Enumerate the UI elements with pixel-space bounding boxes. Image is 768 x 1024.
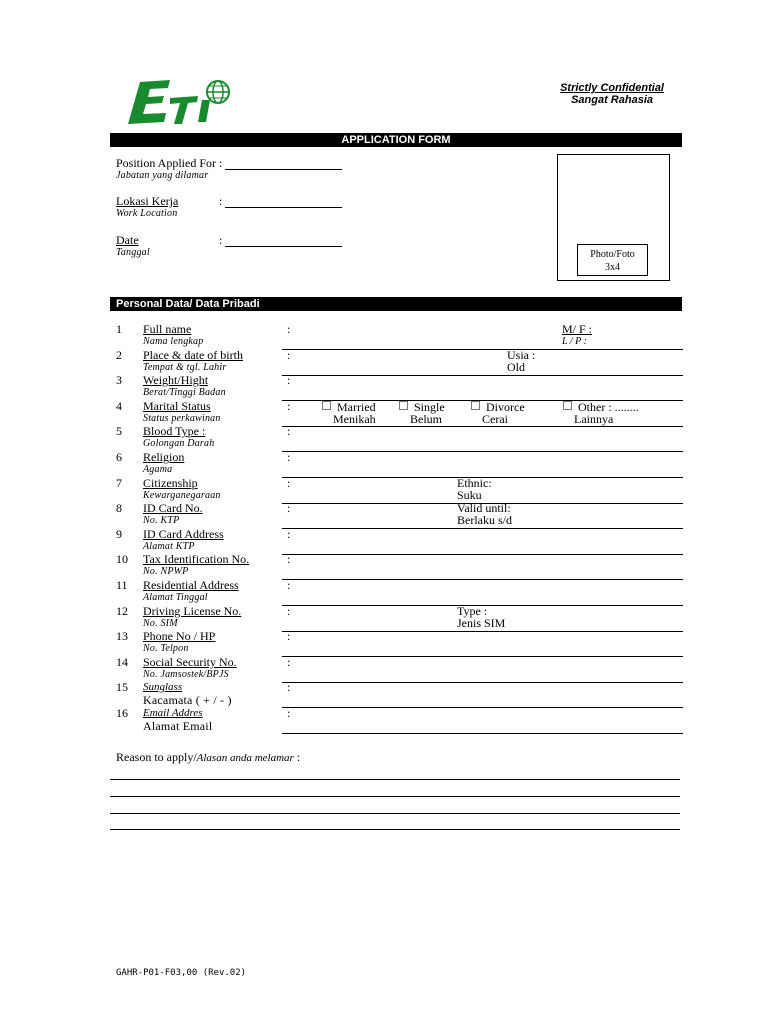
row-colon: :: [287, 322, 291, 336]
row-sublabel: Kewarganegaraan: [143, 490, 221, 501]
reason-line-2[interactable]: [110, 796, 680, 797]
date-sublabel: Tanggal: [116, 247, 150, 258]
row-colon: :: [287, 399, 291, 413]
position-label: Position Applied For :: [116, 156, 223, 170]
row-number: 12: [116, 604, 128, 618]
photo-caption-line2: 3x4: [605, 262, 620, 273]
row-number: 8: [116, 501, 122, 515]
row-input[interactable]: [295, 425, 680, 449]
row-label: Residential Address: [143, 578, 239, 592]
row-input[interactable]: [295, 400, 680, 424]
marital-option-label: Single: [414, 400, 445, 414]
date-input[interactable]: [225, 234, 342, 247]
location-sublabel: Work Location: [116, 208, 178, 219]
marital-option-label: Other : ........: [578, 400, 639, 414]
row-extra-sublabel: L / P :: [562, 336, 587, 347]
row-colon: :: [287, 476, 291, 490]
confidentiality-note: [560, 82, 664, 106]
row-sublabel: Golongan Darah: [143, 438, 215, 449]
row-number: 13: [116, 629, 128, 643]
row-extra-label: M/ F :: [562, 322, 593, 336]
location-colon: :: [219, 194, 223, 208]
marital-option-sublabel: Lainnya: [574, 412, 614, 426]
row-colon: :: [287, 706, 291, 720]
row-sublabel: Nama lengkap: [143, 336, 204, 347]
form-title: APPLICATION FORM: [341, 134, 451, 146]
row-number: 3: [116, 373, 122, 387]
row-label: Driving License No.: [143, 604, 242, 618]
row-number: 7: [116, 476, 122, 490]
reason-line-1[interactable]: [110, 779, 680, 780]
date-label: Date: [116, 233, 139, 247]
row-extra-sublabel: Jenis SIM: [457, 616, 506, 630]
row-number: 14: [116, 655, 128, 669]
section-title: Personal Data/ Data Pribadi: [116, 298, 260, 310]
row-sublabel: Agama: [143, 464, 173, 475]
row-colon: :: [287, 501, 291, 515]
row-label: ID Card No.: [143, 501, 203, 515]
row-label: Full name: [143, 322, 192, 336]
row-number: 15: [116, 680, 128, 694]
row-sublabel: Kacamata ( + / - ): [143, 693, 232, 707]
row-sublabel: No. Telpon: [143, 643, 189, 654]
confidential-id: Sangat Rahasia: [571, 94, 653, 106]
marital-option-label: Divorce: [486, 400, 525, 414]
row-label: Phone No / HP: [143, 629, 216, 643]
row-sublabel: Berat/Tinggi Badan: [143, 387, 226, 398]
row-sublabel: Tempat & tgl. Lahir: [143, 362, 227, 373]
row-input[interactable]: [295, 477, 680, 501]
row-colon: :: [287, 680, 291, 694]
row-label: ID Card Address: [143, 527, 224, 541]
row-colon: :: [287, 373, 291, 387]
row-input[interactable]: [295, 579, 680, 603]
row-colon: :: [287, 578, 291, 592]
row-label: Citizenship: [143, 476, 198, 490]
row-input[interactable]: [295, 374, 680, 398]
row-input[interactable]: [295, 605, 680, 629]
row-label: Religion: [143, 450, 185, 464]
date-colon: :: [219, 233, 223, 247]
location-input[interactable]: [225, 195, 342, 208]
reason-line-4[interactable]: [110, 829, 680, 830]
row-input[interactable]: [295, 349, 680, 373]
row-number: 10: [116, 552, 128, 566]
row-input[interactable]: [295, 656, 680, 680]
row-number: 2: [116, 348, 122, 362]
photo-caption-box: [577, 244, 648, 276]
reason-line-3[interactable]: [110, 813, 680, 814]
row-underline: [282, 733, 683, 734]
row-input[interactable]: [295, 451, 680, 475]
row-number: 6: [116, 450, 122, 464]
row-number: 4: [116, 399, 122, 413]
row-input[interactable]: [295, 323, 680, 347]
row-input[interactable]: [295, 707, 680, 731]
row-label: Social Security No.: [143, 655, 237, 669]
row-input[interactable]: [295, 528, 680, 552]
row-extra-label: Valid until:: [457, 501, 511, 515]
row-sublabel: No. NPWP: [143, 566, 189, 577]
reason-label-en: Reason to apply/: [116, 750, 197, 764]
row-number: 1: [116, 322, 122, 336]
footer-form-code: GAHR-P01-F03,00 (Rev.02): [116, 968, 247, 978]
marital-option-label: Married: [337, 400, 376, 414]
row-colon: :: [287, 655, 291, 669]
row-number: 5: [116, 424, 122, 438]
row-input[interactable]: [295, 681, 680, 705]
marital-option-sublabel: Menikah: [333, 412, 376, 426]
header-field-date: [116, 234, 150, 258]
row-colon: :: [287, 604, 291, 618]
row-colon: :: [287, 450, 291, 464]
section-bar-personal-data: [110, 297, 682, 311]
company-logo: [126, 76, 234, 128]
position-sublabel: Jabatan yang dilamar: [116, 170, 209, 181]
form-title-bar: [110, 133, 682, 147]
row-input[interactable]: [295, 553, 680, 577]
row-extra-label: Ethnic:: [457, 476, 492, 490]
eti-logo-graphic: [126, 76, 234, 128]
row-sublabel: No. Jamsostek/BPJS: [143, 669, 229, 680]
row-label: Weight/Hight: [143, 373, 209, 387]
row-label: Place & date of birth: [143, 348, 243, 362]
row-extra-label: Type :: [457, 604, 488, 618]
row-extra-sublabel: Old: [507, 360, 525, 374]
header-field-position: [116, 157, 222, 181]
row-sublabel: Alamat Tinggal: [143, 592, 208, 603]
row-sublabel: Alamat Email: [143, 719, 213, 733]
row-sublabel: No. SIM: [143, 618, 178, 629]
row-number: 9: [116, 527, 122, 541]
marital-option-sublabel: Belum: [410, 412, 442, 426]
row-extra-sublabel: Berlaku s/d: [457, 513, 512, 527]
row-label: Tax Identification No.: [143, 552, 250, 566]
row-label: Marital Status: [143, 399, 211, 413]
row-sublabel: Alamat KTP: [143, 541, 195, 552]
row-colon: :: [287, 629, 291, 643]
row-input[interactable]: [295, 630, 680, 654]
confidential-en: Strictly Confidential: [560, 82, 664, 94]
row-colon: :: [287, 552, 291, 566]
row-colon: :: [287, 424, 291, 438]
position-input[interactable]: [225, 157, 342, 170]
marital-option-sublabel: Cerai: [482, 412, 508, 426]
row-colon: :: [287, 527, 291, 541]
row-colon: :: [287, 348, 291, 362]
location-label: Lokasi Kerja: [116, 194, 179, 208]
row-sublabel: Status perkawinan: [143, 413, 221, 424]
row-number: 11: [116, 578, 128, 592]
row-sublabel: No. KTP: [143, 515, 180, 526]
row-number: 16: [116, 706, 128, 720]
photo-caption-line1: Photo/Foto: [590, 249, 635, 260]
reason-label-suffix: :: [293, 750, 301, 764]
header-field-location: [116, 195, 178, 219]
row-input[interactable]: [295, 502, 680, 526]
row-extra-sublabel: Suku: [457, 488, 482, 502]
row-label: Blood Type :: [143, 424, 206, 438]
row-label: Email Addres: [143, 707, 203, 719]
reason-label: [116, 751, 300, 765]
row-extra-label: Usia :: [507, 348, 536, 362]
row-label: Sunglass: [143, 681, 183, 693]
reason-label-id: Alasan anda melamar: [196, 752, 294, 764]
